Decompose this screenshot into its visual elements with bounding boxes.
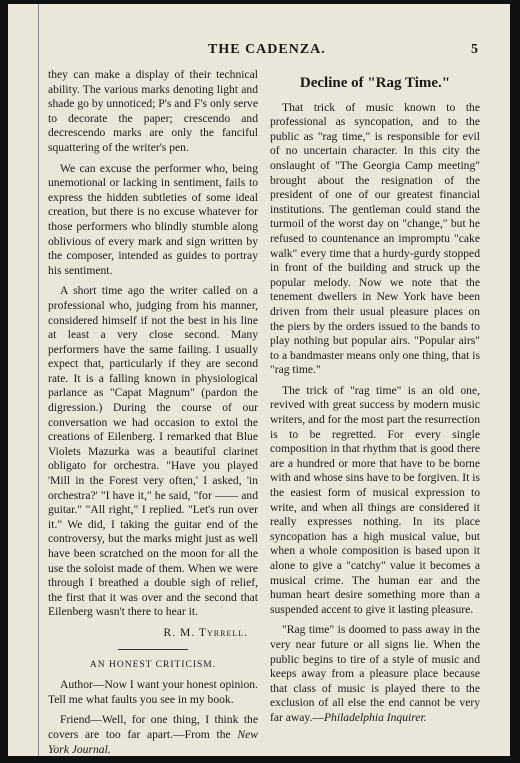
criticism-heading: AN HONEST CRITICISM. xyxy=(89,659,217,670)
criticism-paragraph-2 xyxy=(48,713,258,757)
article-signature: R. M. Tyrrell. xyxy=(163,625,248,639)
right-paragraph-3-text: "Rag time" is doomed to pass away in the very near future or all signs lie. When the public begins to tire of a style of music and keeps away from a pleasure place because that class of music is played there to the exclusion of all else the end cannot be very far away.— xyxy=(270,623,480,724)
section-divider xyxy=(118,649,188,650)
article-headline: Decline of "Rag Time." xyxy=(299,75,451,91)
left-column xyxy=(48,68,258,763)
article-source: Philadelphia Inquirer. xyxy=(323,710,427,724)
magazine-page xyxy=(8,4,510,756)
left-paragraph-2: We can excuse the performer who, being unemotional or lacking in sentiment, fails to express the hidden subtleties of some ideal creation, but there is no excuse whatever for those performers who blindly stumble along oblivious of every mark and sign written by the composer, intended as guides to portray his sentiment. xyxy=(48,161,258,277)
right-paragraph-3 xyxy=(270,623,480,725)
criticism-source: New York Journal. xyxy=(48,727,258,756)
criticism-paragraph-1: Author—Now I want your honest opinion. Tell me what faults you see in my book. xyxy=(48,678,258,706)
right-paragraph-2: The trick of "rag time" is an old one, revived with great success by modern music writers, and for the most part the resurrection is to be regretted. For every single composition in that rhythm that is good there are a hundred or more that have to be borne with and whose sins have to be forgiven. It is the easiest form of musical expression to write, and when all things are considered it really expresses nothing. In its place syncopation has a high musical value, but when a whole composition is based upon it alone to give a "catchy" value it becomes a musical crime. The human ear and the human heart desire something more than a suspended accent to give it lasting pleasure. xyxy=(270,383,480,616)
page-number: 5 xyxy=(471,42,478,57)
left-paragraph-1: they can make a display of their technical ability. The various marks denoting light and shade go by unnoticed; P's and F's only serve to decorate the paper; crescendo and decrescendo marks are only the fanciful squattering of the writer's pen. xyxy=(48,68,258,154)
page-edge-line xyxy=(38,4,39,756)
magazine-title: THE CADENZA. xyxy=(208,42,326,57)
right-column xyxy=(270,74,480,732)
page-header xyxy=(28,42,498,62)
right-paragraph-1: That trick of music known to the professional as syncopation, and to the public as "rag time," is responsible for evil of no uncertain character. In this city the onslaught of "The Georgia Camp meeting" brought about the resignation of the president of one of our greatest financial institutions. The gentleman could stand the turmoil of the worst day on "change," but he refused to countenance an impromptu "cake walk" every time that a hurdy-gurdy stopped in front of the building and struck up the popular melody. Now we note that the tenement dwellers in New York have been driven from their usual pleasure places on the piers by the orders issued to the bands to play nothing but popular airs. "Popular airs" to a bandmaster means only one thing, that is "rag time." xyxy=(270,100,480,377)
criticism-text: Friend—Well, for one thing, I think the covers are too far apart.—From the xyxy=(48,713,258,741)
left-paragraph-3: A short time ago the writer called on a professional who, judging from his manner, considered himself if not the best in his line at least a very close second. Many performers have the same failing. I usually expect that, particularly if they are second rate. It is a falling known in physiological parlance as "Capat Magnum" (pardon the digression.) During the course of our conversation we had occasion to extol the creations of Eilenberg. I remarked that Blue Violets Mazurka was a beautiful clarinet obligato for orchestra. "Have you played 'Mill in the Forest very often,' I asked, 'in orchestra?' "I have it," he said, "for —— and guitar." "All right," I replied. "Let's run over it." We did, I taking the guitar end of the controversy, but the marks might just as well have been scratched on the moon for all the use the soloist made of them. When we were through I breathed a double sigh of relief, the first that it was over and the second that Eilenberg wasn't there to hear it. xyxy=(48,284,258,619)
